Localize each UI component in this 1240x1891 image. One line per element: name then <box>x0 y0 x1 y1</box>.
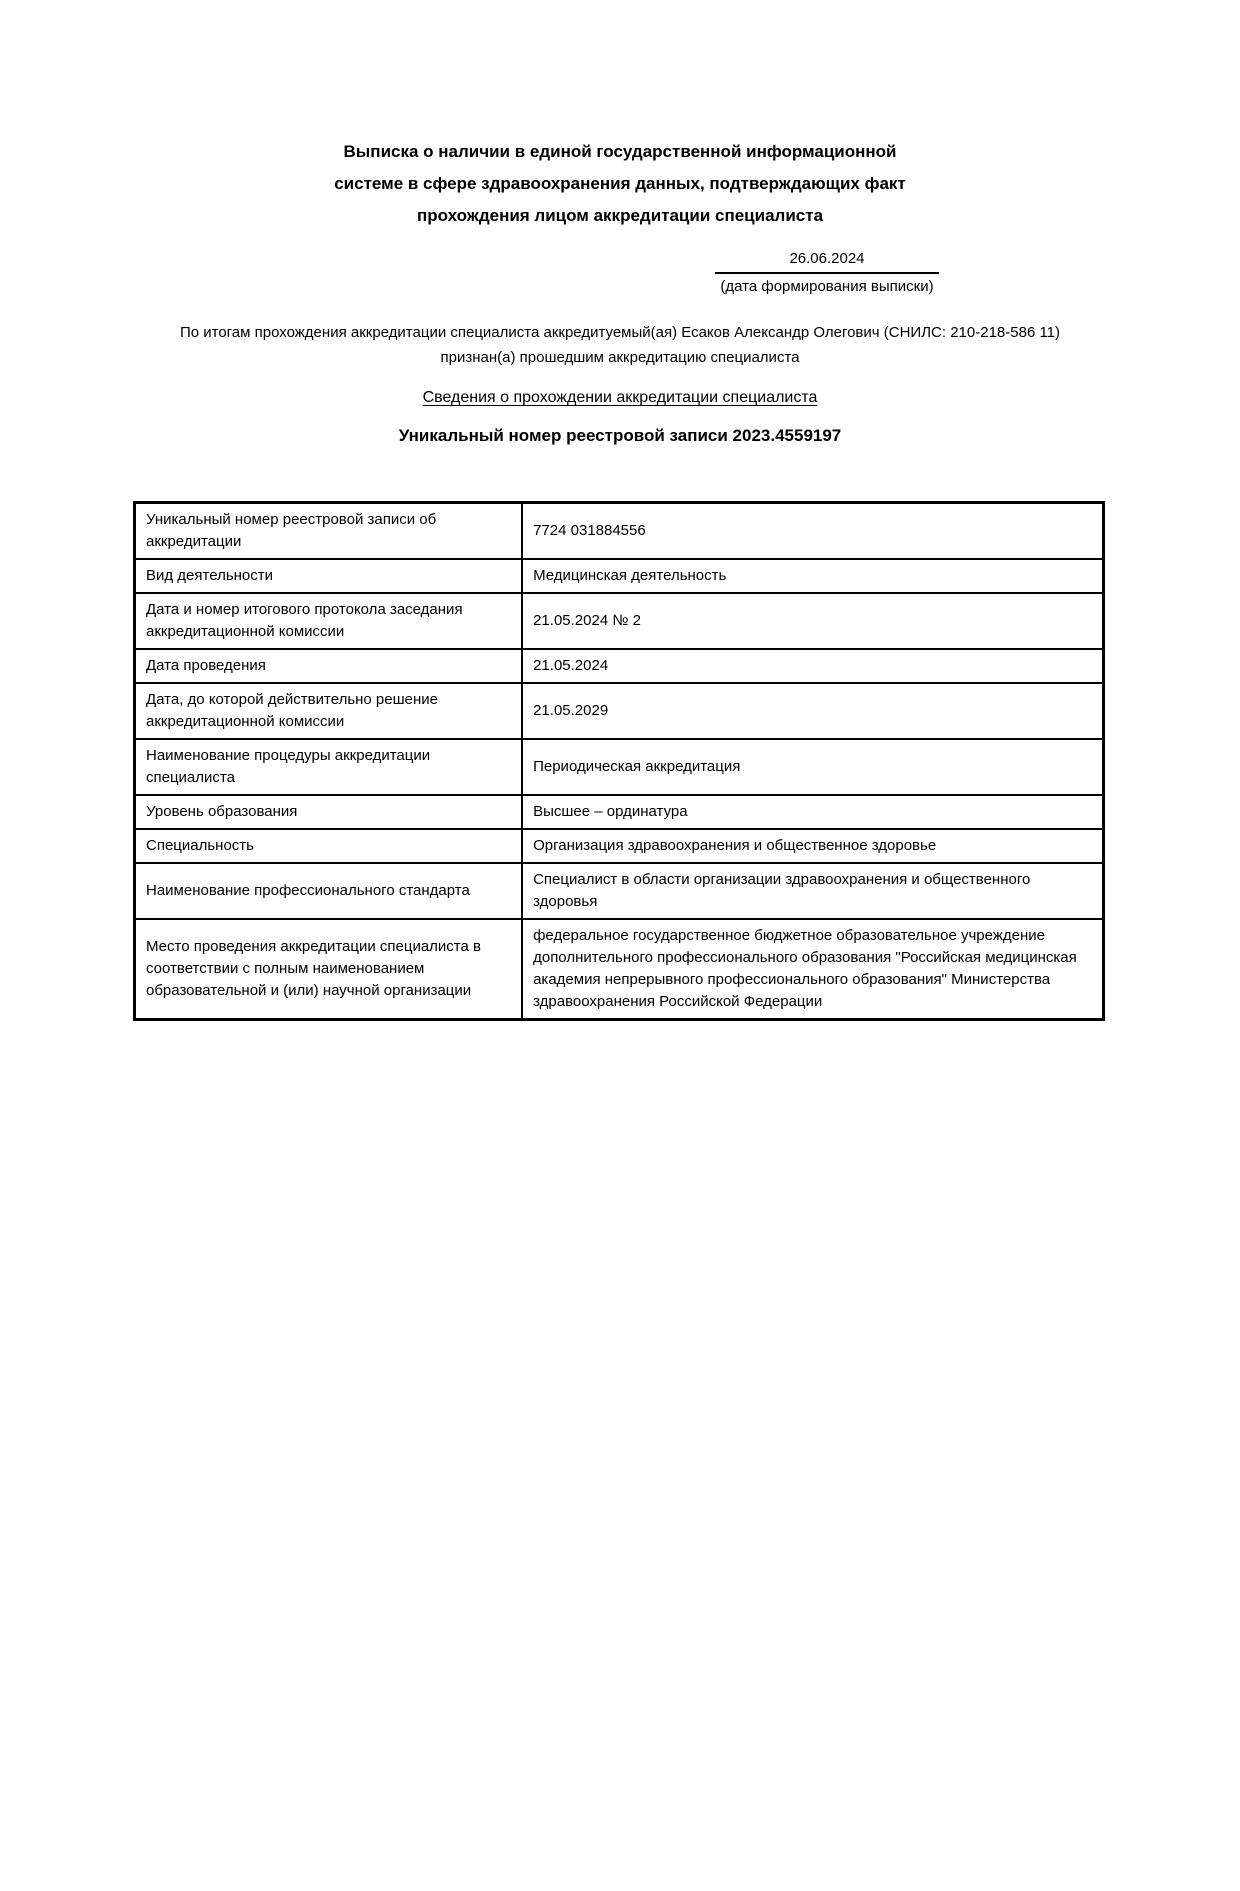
table-row <box>135 863 1104 919</box>
row-value-cell: 21.05.2029 <box>522 683 1103 739</box>
row-label-cell: Место проведения аккредитации специалиста в соответствии с полным наименованием образовательной и (или) научной организации <box>135 919 523 1020</box>
section-heading: Сведения о прохождении аккредитации специалиста <box>422 389 818 406</box>
row-value-cell: 21.05.2024 <box>522 649 1103 683</box>
row-label-cell: Специальность <box>135 829 523 863</box>
row-value-cell: 7724 031884556 <box>522 503 1103 560</box>
table-row <box>135 559 1104 593</box>
row-label-cell: Дата, до которой действительно решение аккредитационной комиссии <box>135 683 523 739</box>
intro-paragraph-line: признан(а) прошедшим аккредитацию специалиста <box>440 349 800 366</box>
document-title-line: системе в сфере здравоохранения данных, подтверждающих факт <box>334 174 906 193</box>
table-row <box>135 503 1104 560</box>
row-value-cell: 21.05.2024 № 2 <box>522 593 1103 649</box>
table-row <box>135 829 1104 863</box>
table-row <box>135 795 1104 829</box>
row-label-cell: Уровень образования <box>135 795 523 829</box>
row-label-cell: Наименование процедуры аккредитации специалиста <box>135 739 523 795</box>
row-value-cell: Периодическая аккредитация <box>522 739 1103 795</box>
table-row <box>135 593 1104 649</box>
table-row <box>135 649 1104 683</box>
row-label-cell: Дата и номер итогового протокола заседания аккредитационной комиссии <box>135 593 523 649</box>
row-value-cell: Организация здравоохранения и общественное здоровье <box>522 829 1103 863</box>
intro-paragraph <box>95 320 1145 370</box>
table-row <box>135 683 1104 739</box>
formation-date-block <box>707 248 947 298</box>
registry-record-heading: Уникальный номер реестровой записи 2023.4559197 <box>398 426 842 445</box>
formation-date-value: 26.06.2024 <box>715 248 939 274</box>
row-label-cell: Уникальный номер реестровой записи об аккредитации <box>135 503 523 560</box>
table-row <box>135 739 1104 795</box>
row-label-cell: Вид деятельности <box>135 559 523 593</box>
document-title <box>0 136 1240 232</box>
document-title-line: Выписка о наличии в единой государственной информационной <box>343 142 897 161</box>
intro-paragraph-line: По итогам прохождения аккредитации специалиста аккредитуемый(ая) Есаков Александр Олегович (СНИЛС: 210-218-586 11) <box>179 324 1061 341</box>
document-title-line: прохождения лицом аккредитации специалиста <box>416 206 824 225</box>
document-page <box>0 136 1240 1891</box>
row-label-cell: Дата проведения <box>135 649 523 683</box>
table-row <box>135 919 1104 1020</box>
accreditation-table-body <box>135 503 1104 1020</box>
accreditation-details-table <box>133 501 1105 1021</box>
row-value-cell: Медицинская деятельность <box>522 559 1103 593</box>
row-value-cell: Специалист в области организации здравоохранения и общественного здоровья <box>522 863 1103 919</box>
row-value-cell: Высшее – ординатура <box>522 795 1103 829</box>
formation-date-caption: (дата формирования выписки) <box>720 278 934 295</box>
row-label-cell: Наименование профессионального стандарта <box>135 863 523 919</box>
row-value-cell: федеральное государственное бюджетное образовательное учреждение дополнительного профессионального образования "Российская медицинская академия непрерывного профессионального образования" Министерства здравоохранения Российской Федерации <box>522 919 1103 1020</box>
